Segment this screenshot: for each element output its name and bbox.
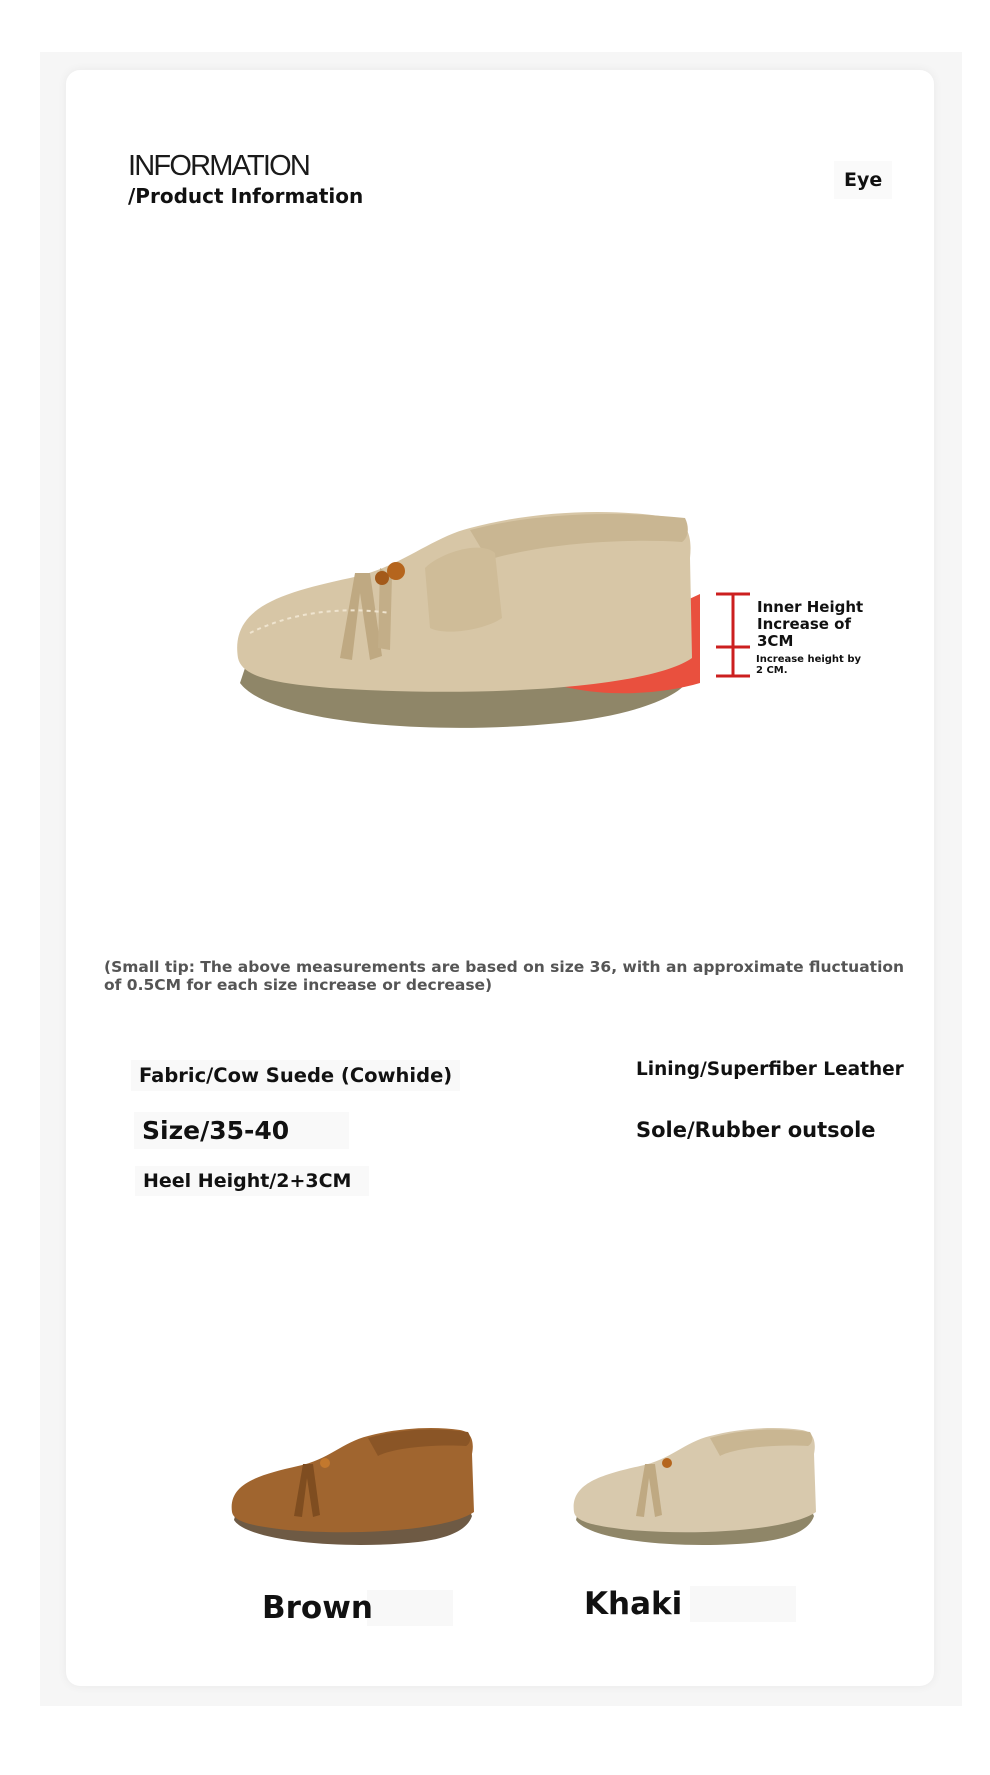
eye-tag: Eye [834,161,892,199]
spec-sole: Sole/Rubber outsole [628,1114,884,1146]
page-subtitle: /Product Information [128,184,364,208]
khaki-shoe-image [570,1420,820,1550]
size-tip-text: (Small tip: The above measurements are based on size 36, with an approximate fluctuation of 0.5CM for each size increase or decrease) [104,958,905,994]
brown-shoe-image [228,1420,478,1550]
page-title: INFORMATION [128,150,310,182]
color-label-khaki: Khaki [584,1586,796,1622]
spec-lining: Lining/Superfiber Leather [628,1055,912,1084]
spec-heel-height: Heel Height/2+3CM [135,1166,369,1196]
spec-fabric: Fabric/Cow Suede (Cowhide) [131,1060,460,1091]
heel-increase-label: Increase height by 2 CM. [756,654,861,676]
inner-height-label: Inner Height Increase of 3CM [757,598,864,650]
spec-size: Size/35-40 [134,1112,349,1149]
color-label-brown: Brown [262,1590,453,1626]
height-measure-lines [708,590,758,680]
main-shoe-image [230,498,700,738]
